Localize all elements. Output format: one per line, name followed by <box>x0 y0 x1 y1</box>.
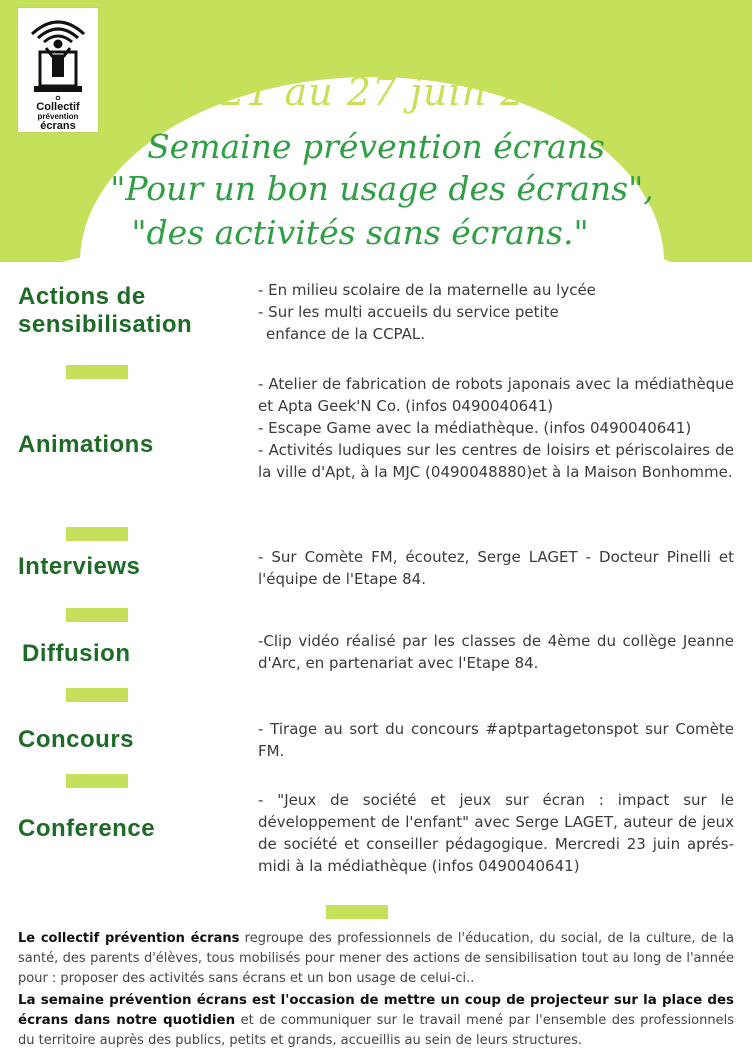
section-label-actions: Actions de sensibilisation <box>18 283 193 338</box>
event-dates: Du 21 au 27 juin 2021 <box>151 70 601 114</box>
section-text-conference: - "Jeux de société et jeux sur écran : impact sur le développement de l'enfant" avec Serge LAGET, auteur de jeux de société et conseiller pédagogique. Mercredi 23 juin aprés-midi à la médiathèque (infos 0490040641) <box>258 791 734 875</box>
section-label-concours: Concours <box>18 726 135 753</box>
divider-bar <box>66 774 128 788</box>
divider-bar <box>326 905 388 919</box>
section-text-actions: - En milieu scolaire de la maternelle au lycée - Sur les multi accueils du service petite enfance de la CCPAL. <box>258 281 596 343</box>
divider-bar <box>66 365 128 379</box>
divider-bar <box>66 608 128 622</box>
title-line-2: "Pour un bon usage des écrans", <box>110 169 654 208</box>
divider-bar <box>66 527 128 541</box>
footer-text <box>18 929 734 1051</box>
divider-bar <box>66 688 128 702</box>
logo-text-line3: écrans <box>40 120 76 132</box>
logo-text-line2: prévention <box>37 112 79 121</box>
title-line-1: Semaine prévention écrans <box>147 127 605 166</box>
section-text-diffusion: -Clip vidéo réalisé par les classes de 4ème du collège Jeanne d'Arc, en partenariat avec l'Etape 84. <box>258 632 734 672</box>
section-label-conference: Conference <box>18 815 156 842</box>
section-label-diffusion: Diffusion <box>22 640 131 667</box>
section-label-animations: Animations <box>18 431 154 458</box>
title-line-3: "des activités sans écrans." <box>131 213 589 252</box>
section-label-interviews: Interviews <box>18 553 141 580</box>
footer-paragraph-1: Le collectif prévention écrans regroupe des professionnels de l'éducation, du social, de la culture, de la santé, des parents d'élèves, tous mobilisés pour mener des actions de sensibilisation tout au long de l'année pour : proposer des activités sans écrans et un bon usage de celui-ci.. <box>18 931 734 986</box>
section-text-animations: - Atelier de fabrication de robots japonais avec la médiathèque et Apta Geek'N Co. (infos 0490040641) - Escape Game avec la médiathèque. (infos 0490040641) - Activités ludiques sur les centres de loisirs et périscolaires de la ville d'Apt, à la MJC (0490048880)et à la Maison Bonhomme. <box>258 375 734 481</box>
logo-text-line1: Collectif <box>36 101 80 113</box>
section-text-interviews: - Sur Comète FM, écoutez, Serge LAGET - Docteur Pinelli et l'équipe de l'Etape 84. <box>258 548 734 588</box>
section-text-concours: - Tirage au sort du concours #aptpartagetonspot sur Comète FM. <box>258 720 734 760</box>
footer-paragraph-2: La semaine prévention écrans est l'occasion de mettre un coup de projecteur sur la place des écrans dans notre quotidien et de communiquer sur le travail mené par l'ensemble des professionnels du territoire auprès des publics, petits et grands, accueillis au sein de leurs structures. <box>18 993 734 1048</box>
